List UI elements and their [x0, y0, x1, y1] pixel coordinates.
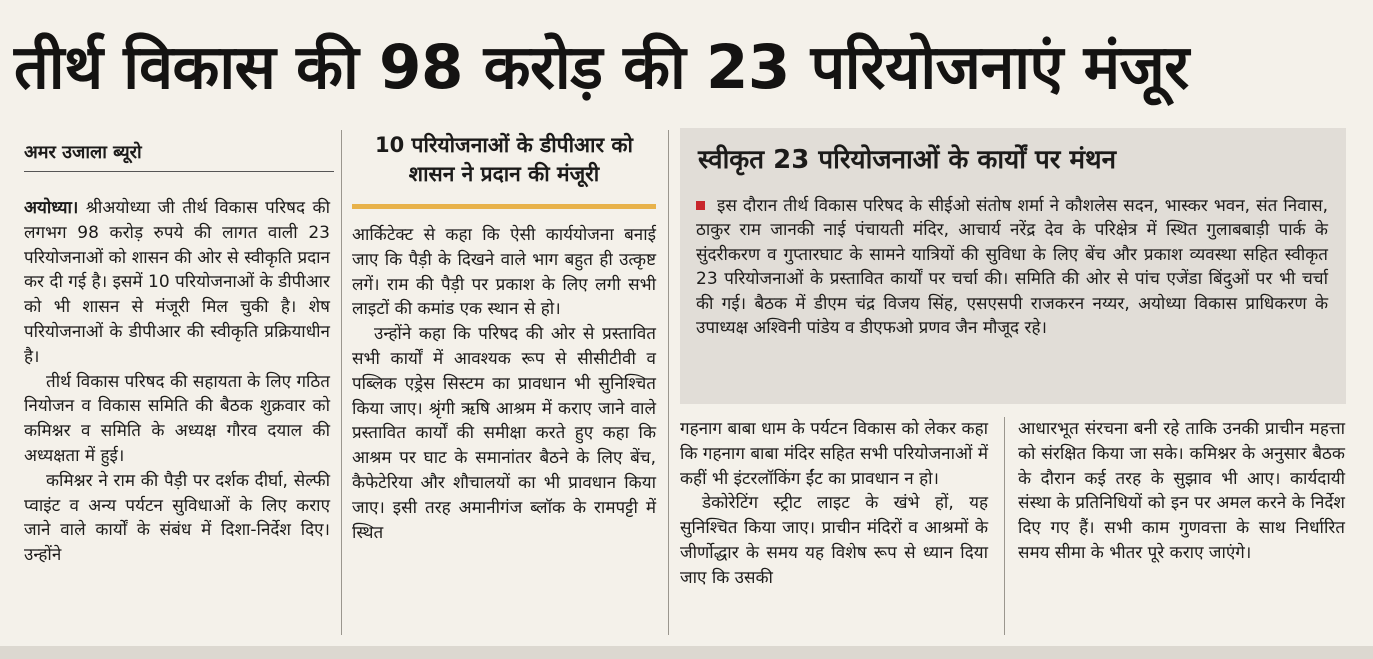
clipped-top-strip: [0, 0, 1373, 14]
subheadline-dpr: 10 परियोजनाओं के डीपीआर को शासन ने प्रदान की मंजूरी: [375, 133, 633, 186]
article-column-2: [352, 223, 656, 545]
column-divider-2: [668, 130, 669, 635]
dateline-place: अयोध्या।: [24, 198, 79, 218]
box-headline: स्वीकृत 23 परियोजनाओं के कार्यों पर मंथन: [698, 145, 1117, 175]
box-body: [696, 194, 1328, 340]
column1-paragraph-1: [24, 196, 330, 370]
article-column-1: [24, 196, 330, 568]
column-divider-3: [1004, 417, 1005, 635]
page-headline: तीर्थ विकास की 98 करोड़ की 23 परियोजनाएं मंजूर: [14, 32, 1189, 103]
column1-paragraph-2: तीर्थ विकास परिषद की सहायता के लिए गठित नियोजन व विकास समिति की बैठक शुक्रवार को कमिश्नर व समिति के अध्यक्ष गौरव दयाल की अध्यक्षता में हुई।: [24, 371, 330, 466]
subheadline-underline: [352, 204, 656, 209]
column2-paragraph-1: आर्किटेक्ट से कहा कि ऐसी कार्ययोजना बनाई जाए कि पैड़ी के दिखने वाले भाग बहुत ही उत्कृष्ट लगें। राम की पैड़ी पर प्रकाश के लिए लगी सभी लाइटों की कमांड एक स्थान से हो।: [352, 225, 656, 320]
clipped-bottom-strip: [0, 646, 1373, 659]
column4-paragraph-1: आधारभूत संरचना बनी रहे ताकि उनकी प्राचीन महत्ता को संरक्षित किया जा सके। कमिश्नर के अनुसार बैठक के दौरान कई तरह के सुझाव भी आए। कार्यदायी संस्था के प्रतिनिधियों को इन पर अमल करने के निर्देश दिए गए हैं। सभी काम गुणवत्ता के साथ निर्धारित समय सीमा के भीतर पूरे कराए जाएंगे।: [1018, 419, 1345, 563]
column1-paragraph-3: कमिश्नर ने राम की पैड़ी पर दर्शक दीर्घा, सेल्फी प्वाइंट व अन्य पर्यटन सुविधाओं के लिए कराए जाने वाले कार्यों के संबंध में दिशा-निर्देश दिए। उन्होंने: [24, 470, 330, 566]
column3-paragraph-1: गहनाग बाबा धाम के पर्यटन विकास को लेकर कहा कि गहनाग बाबा मंदिर सहित सभी परियोजनाओं में कहीं भी इंटरलॉकिंग ईंट का प्रावधान न हो।: [680, 419, 988, 489]
column1-paragraph-1-text: श्रीअयोध्या जी तीर्थ विकास परिषद की लगभग 98 करोड़ रुपये की लागत वाली 23 परियोजनाओं को शासन की ओर से स्वीकृति प्रदान कर दी गई है। इसमें 10 परियोजनाओं के डीपीआर को भी शासन से मंजूरी मिल चुकी है। शेष परियोजनाओं के डीपीआर की स्वीकृति प्रक्रियाधीन है।: [24, 198, 330, 367]
article-column-4: [1018, 417, 1345, 566]
byline: अमर उजाला ब्यूरो: [24, 142, 142, 163]
column-divider-1: [341, 130, 342, 635]
red-square-bullet-icon: [696, 201, 705, 210]
column3-paragraph-2: डेकोरेटिंग स्ट्रीट लाइट के खंभे हों, यह सुनिश्चित किया जाए। प्राचीन मंदिरों व आश्रमों के जीर्णोद्धार के समय यह विशेष रूप से ध्यान दिया जाए कि उसकी: [680, 493, 988, 588]
byline-divider: [24, 171, 334, 172]
box-body-text: इस दौरान तीर्थ विकास परिषद के सीईओ संतोष शर्मा ने कौशलेस सदन, भास्कर भवन, संत निवास, ठाकुर राम जानकी नाई पंचायती मंदिर, आचार्य नरेंद्र देव के परिक्षेत्र में स्थित गुलाबबाड़ी पार्क के सुंदरीकरण व गुप्तारघाट के सामने यात्रियों की सुविधा के लिए बेंच और प्रकाश व्यवस्था सहित स्वीकृत 23 परियोजनाओं के प्रस्तावित कार्यों पर चर्चा की। समिति की ओर से पांच एजेंडा बिंदुओं पर भी चर्चा की गई। बैठक में डीएम चंद्र विजय सिंह, एसएसपी राजकरन नय्यर, अयोध्या विकास प्राधिकरण के उपाध्यक्ष अश्विनी पांडेय व डीएफओ प्रणव जैन मौजूद रहे।: [696, 196, 1328, 339]
article-column-3: [680, 417, 988, 591]
column2-paragraph-2: उन्होंने कहा कि परिषद की ओर से प्रस्तावित सभी कार्यों में आवश्यक रूप से सीसीटीवी व पब्लिक एड्रेस सिस्टम का प्रावधान भी सुनिश्चित किया जाए। श्रृंगी ऋषि आश्रम में कराए जाने वाले प्रस्तावित कार्यों की समीक्षा करते हुए कहा कि आश्रम पर घाट के समानांतर बैठने के लिए बेंच, कैफेटेरिया और शौचालयों का भी प्रावधान किया जाए। इसी तरह अमानीगंज ब्लॉक के रामपट्टी में स्थित: [352, 324, 656, 543]
